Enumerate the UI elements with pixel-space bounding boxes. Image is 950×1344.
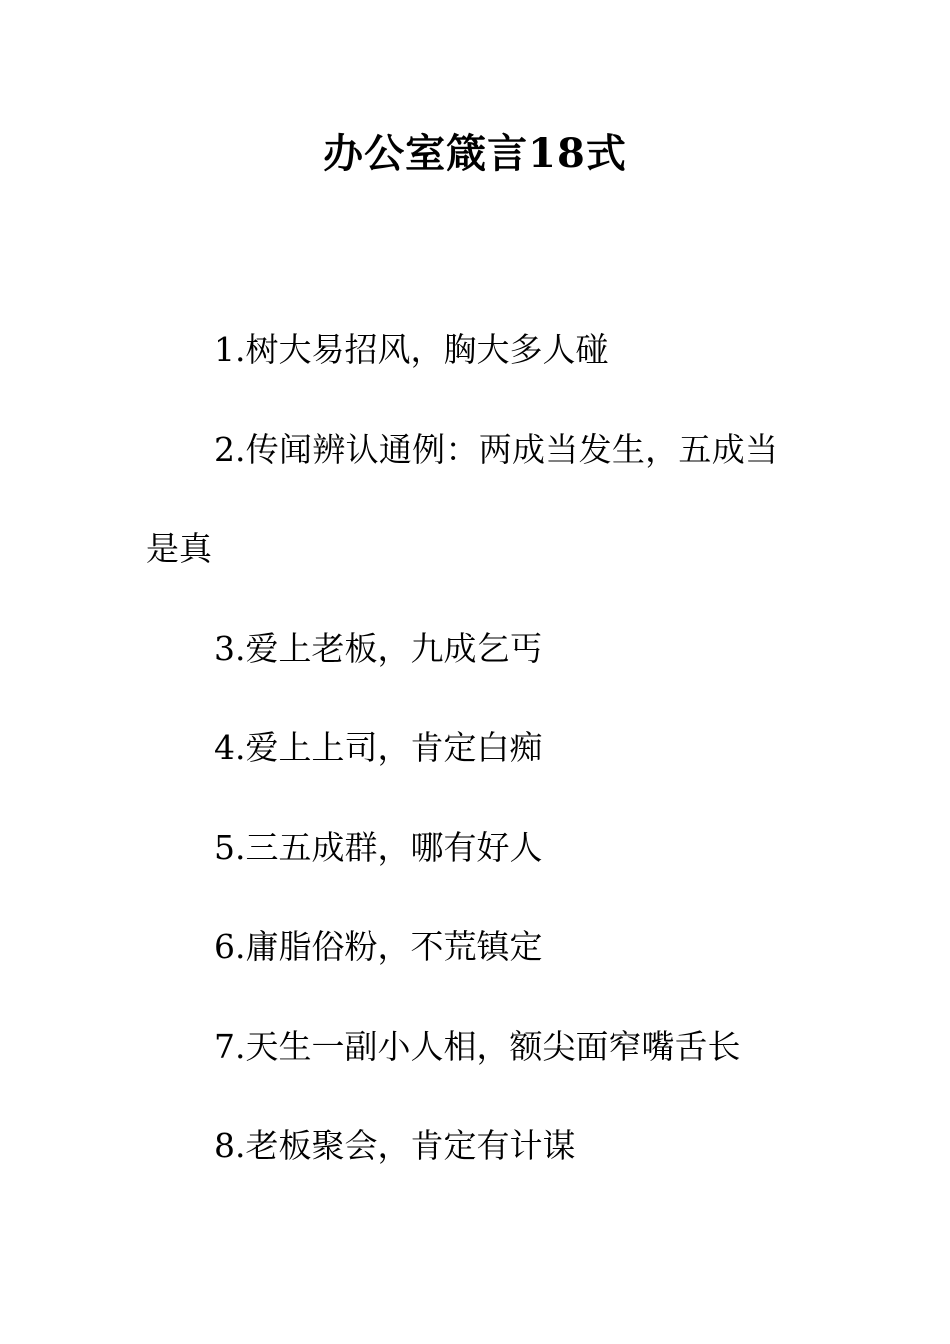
maxim-item-6: 6.庸脂俗粉，不荒镇定 (214, 927, 543, 966)
maxim-list (146, 300, 778, 1196)
maxim-item-4: 4.爱上上司，肯定白痴 (214, 728, 543, 767)
maxim-item-2: 2.传闻辨认通例：两成当发生，五成当是真 (146, 429, 778, 568)
maxim-item-5: 5.三五成群，哪有好人 (214, 827, 543, 867)
maxim-item-8: 8.老板聚会，肯定有计谋 (214, 1126, 576, 1165)
maxim-item-3: 3.爱上老板，九成乞丐 (214, 628, 543, 668)
maxim-item-7: 7.天生一副小人相，额尖面窄嘴舌长 (214, 1026, 741, 1066)
document-title: 办公室箴言18式 (323, 130, 627, 177)
maxim-item-1: 1.树大易招风，胸大多人碰 (214, 330, 609, 369)
